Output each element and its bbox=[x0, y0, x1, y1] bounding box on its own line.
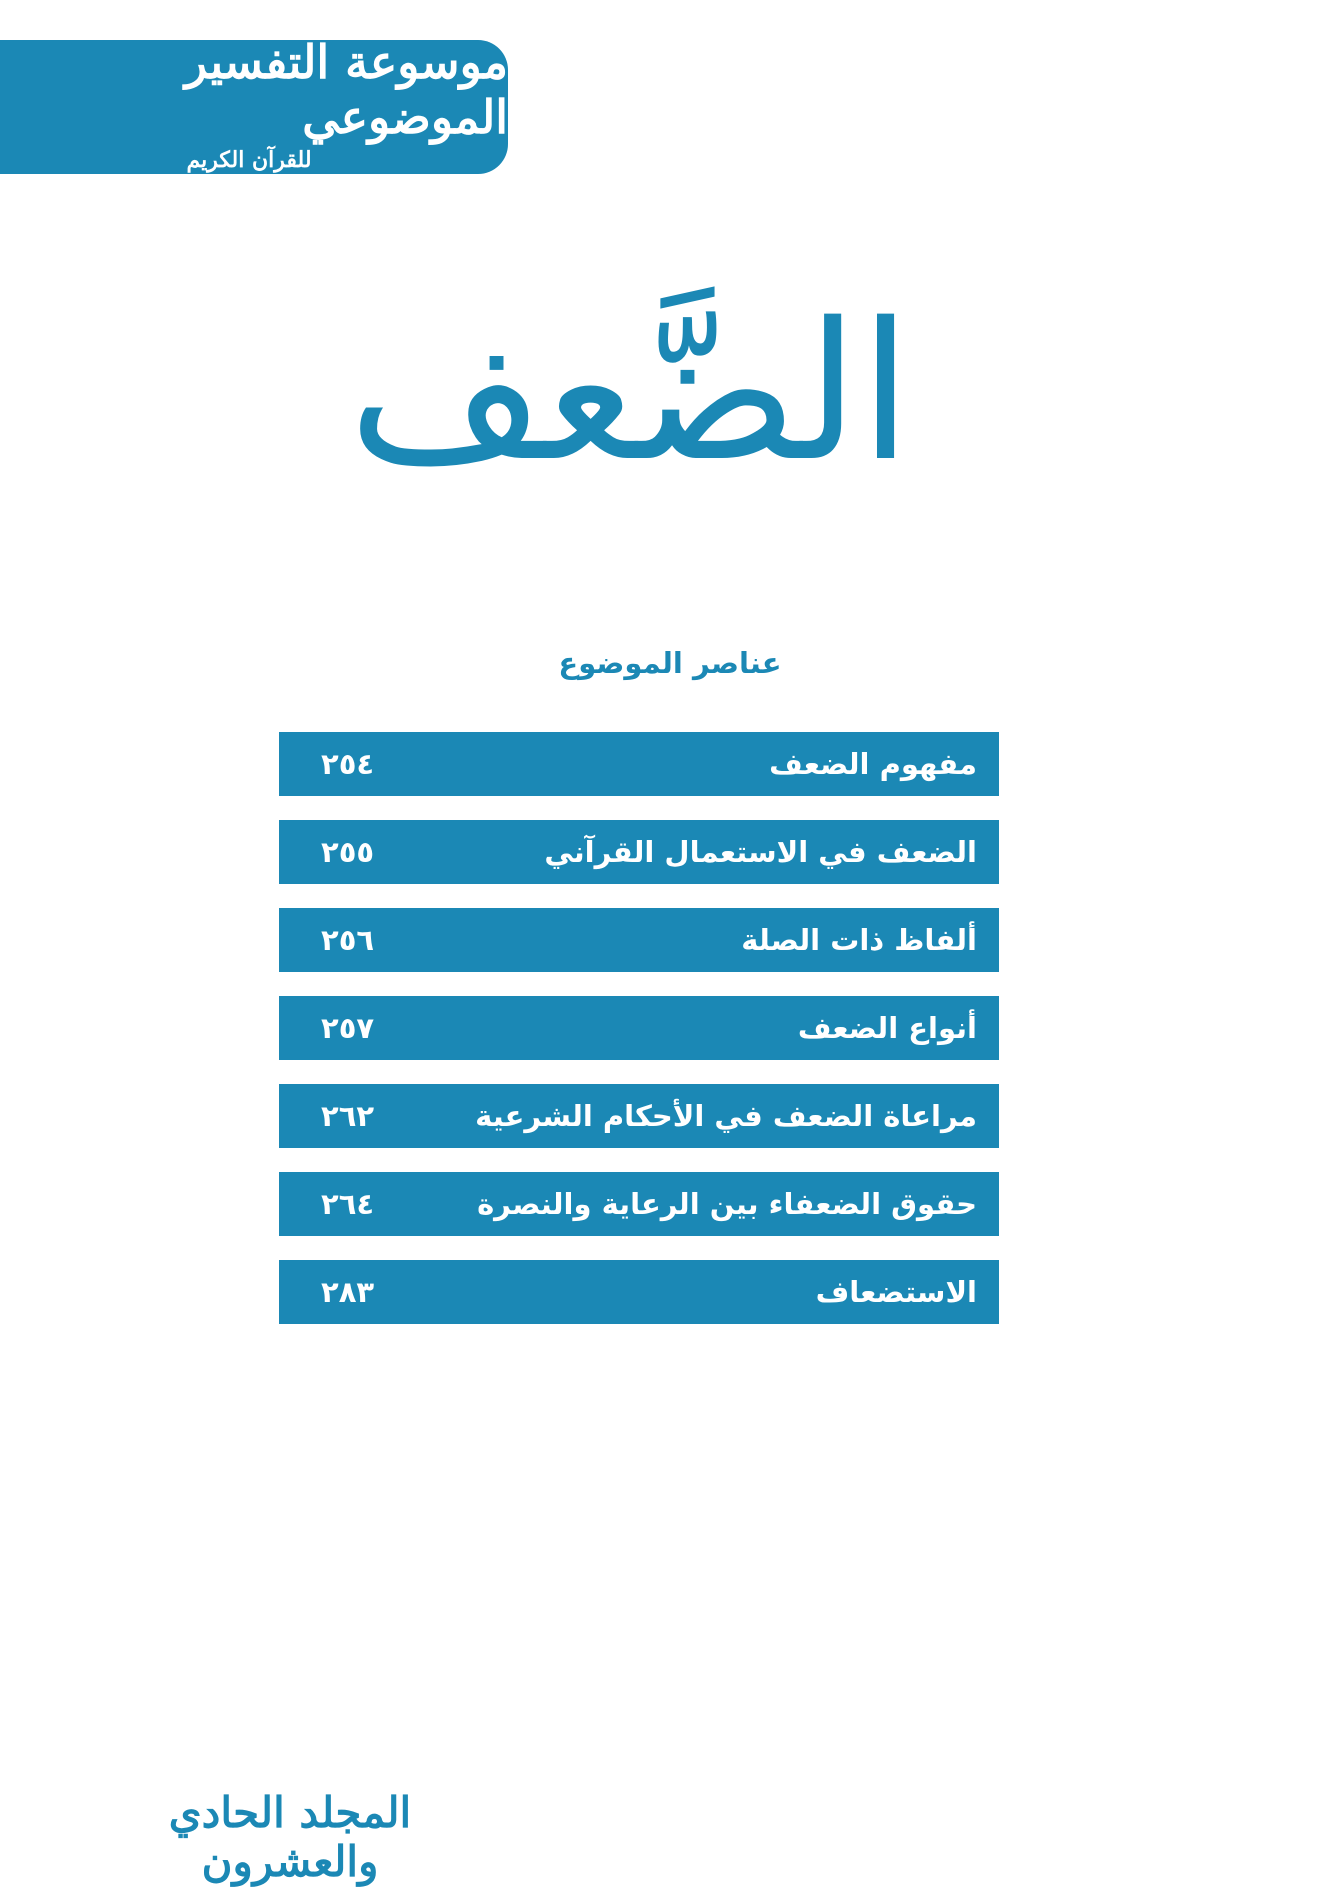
toc-item-page: ٢٦٢ bbox=[321, 1099, 375, 1133]
series-header bbox=[0, 34, 508, 174]
toc-item-label: الاستضعاف bbox=[815, 1275, 977, 1309]
toc-item-rights-of-weak[interactable] bbox=[279, 1172, 999, 1236]
toc-item-quranic-usage[interactable] bbox=[279, 820, 999, 884]
toc-item-page: ٢٥٦ bbox=[321, 923, 375, 957]
toc-item-label: حقوق الضعفاء بين الرعاية والنصرة bbox=[477, 1187, 977, 1221]
toc-item-label: أنواع الضعف bbox=[797, 1011, 977, 1045]
contents-heading: عناصر الموضوع bbox=[558, 646, 782, 680]
toc-item-label: ألفاظ ذات الصلة bbox=[741, 923, 977, 957]
toc-item-types[interactable] bbox=[279, 996, 999, 1060]
table-of-contents bbox=[279, 732, 999, 1348]
chapter-title: الضَّعف bbox=[348, 282, 912, 503]
toc-item-label: مفهوم الضعف bbox=[769, 747, 977, 781]
toc-item-related-words[interactable] bbox=[279, 908, 999, 972]
toc-item-label: الضعف في الاستعمال القرآني bbox=[544, 835, 977, 869]
toc-item-page: ٢٥٥ bbox=[321, 835, 375, 869]
toc-item-page: ٢٥٤ bbox=[321, 747, 375, 781]
toc-item-page: ٢٦٤ bbox=[321, 1187, 375, 1221]
toc-item-page: ٢٥٧ bbox=[321, 1011, 375, 1045]
toc-item-label: مراعاة الضعف في الأحكام الشرعية bbox=[475, 1099, 977, 1133]
toc-item-concept[interactable] bbox=[279, 732, 999, 796]
toc-item-oppression[interactable] bbox=[279, 1260, 999, 1324]
series-subtitle: للقرآن الكريم bbox=[186, 146, 312, 173]
toc-item-legal-rulings[interactable] bbox=[279, 1084, 999, 1148]
toc-item-page: ٢٨٣ bbox=[321, 1275, 375, 1309]
volume-label: المجلد الحادي والعشرون bbox=[168, 1788, 412, 1886]
series-title: موسوعة التفسير الموضوعي bbox=[184, 34, 508, 144]
